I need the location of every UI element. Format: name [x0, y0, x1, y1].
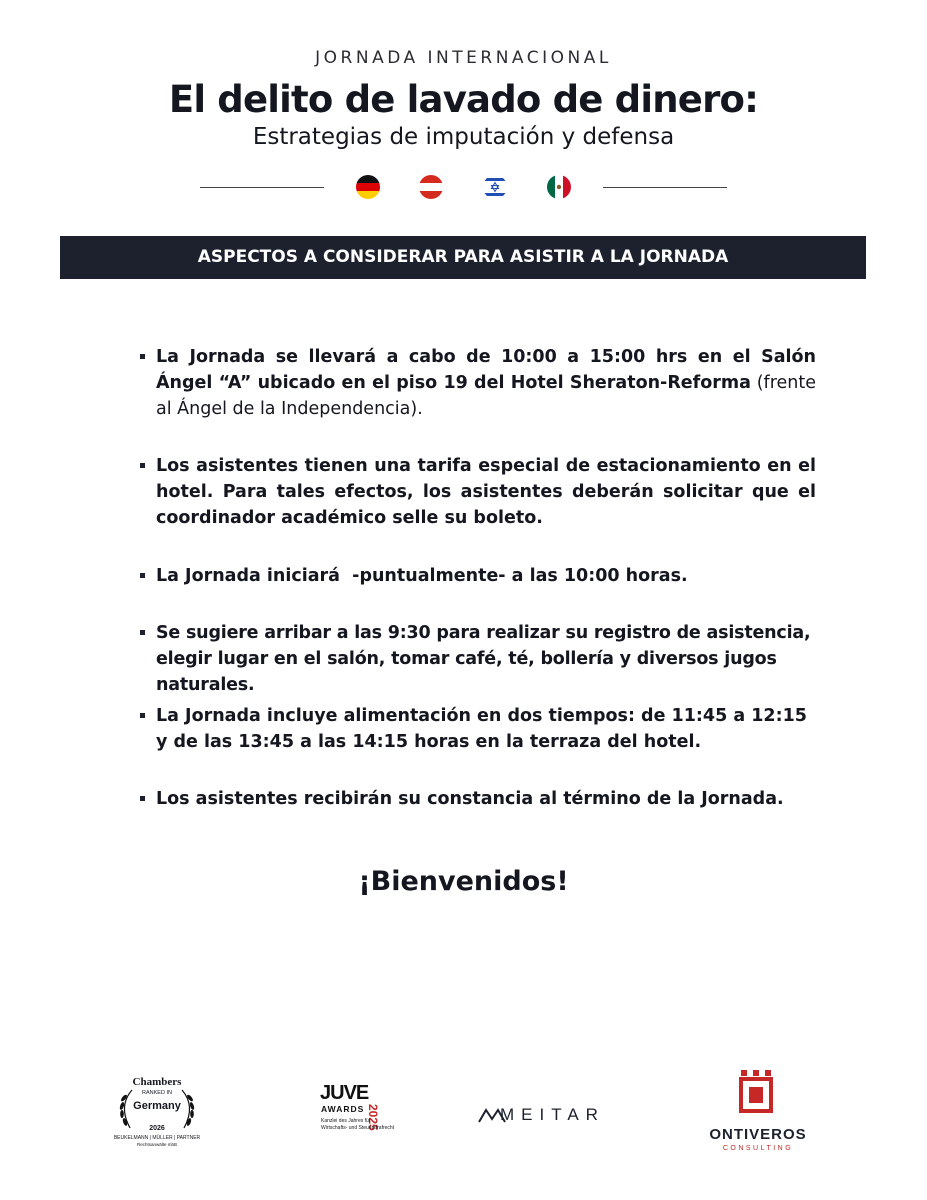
event-subtitle: Estrategias de imputación y defensa: [252, 124, 675, 150]
section-banner: [60, 236, 866, 279]
bullet-icon: [140, 630, 145, 635]
info-item-text: La Jornada iniciará -puntualmente- a las 10:00 horas.: [156, 566, 688, 586]
bullet-icon: [140, 713, 145, 718]
info-item: [140, 344, 816, 422]
info-item-text: Los asistentes tienen una tarifa especial de estacionamiento en el hotel. Para tales efectos, los asistentes deberán solicitar que el coordinador académico selle su boleto.: [156, 456, 816, 528]
info-item-text: La Jornada se llevará a cabo de 10:00 a 15:00 hrs en el Salón Ángel “A” ubicado en el piso 19 del Hotel Sheraton-Reforma (frente al Ángel de la Independencia).: [156, 347, 816, 419]
divider-right: [603, 187, 727, 188]
banner-title: ASPECTOS A CONSIDERAR PARA ASISTIR A LA JORNADA: [197, 247, 729, 267]
bullet-icon: [140, 573, 145, 578]
tower-icon: [739, 1070, 773, 1114]
bullet-icon: [140, 354, 145, 359]
divider-left: [200, 187, 324, 188]
bullet-icon: [140, 463, 145, 468]
info-item: [140, 620, 816, 698]
info-item: [140, 563, 816, 589]
juve-awards-logo: JUVE AWARDS 2025 Kanzlei des Jahres für Wirtschafts- und Steuerstrafrecht: [320, 1082, 395, 1131]
austria-flag-icon: [419, 175, 443, 199]
meitar-logo: MEITAR: [478, 1104, 638, 1128]
info-item: [140, 786, 816, 812]
welcome-message: ¡Bienvenidos!: [358, 866, 569, 897]
chambers-logo: Chambers RANKED IN Germany 2026 BEUKELMANN | MÜLLER | PARTNER Rechtsanwälte mbB: [112, 1076, 202, 1156]
ontiveros-logo: ONTIVEROS CONSULTING: [698, 1070, 818, 1160]
info-item-text: Se sugiere arribar a las 9:30 para realizar su registro de asistencia, elegir lugar en el salón, tomar café, té, bollería y diversos jugos naturales.: [156, 623, 811, 695]
mexico-flag-icon: [547, 175, 571, 199]
bullet-icon: [140, 796, 145, 801]
event-kicker: JORNADA INTERNACIONAL: [315, 48, 612, 68]
info-item: [140, 703, 816, 755]
israel-flag-icon: [483, 175, 507, 199]
event-title: El delito de lavado de dinero:: [168, 78, 759, 121]
germany-flag-icon: [356, 175, 380, 199]
info-item-text: La Jornada incluye alimentación en dos tiempos: de 11:45 a 12:15 y de las 13:45 a las 14:15 horas en la terraza del hotel.: [156, 706, 807, 752]
info-item: [140, 453, 816, 531]
info-item-text: Los asistentes recibirán su constancia al término de la Jornada.: [156, 789, 784, 809]
